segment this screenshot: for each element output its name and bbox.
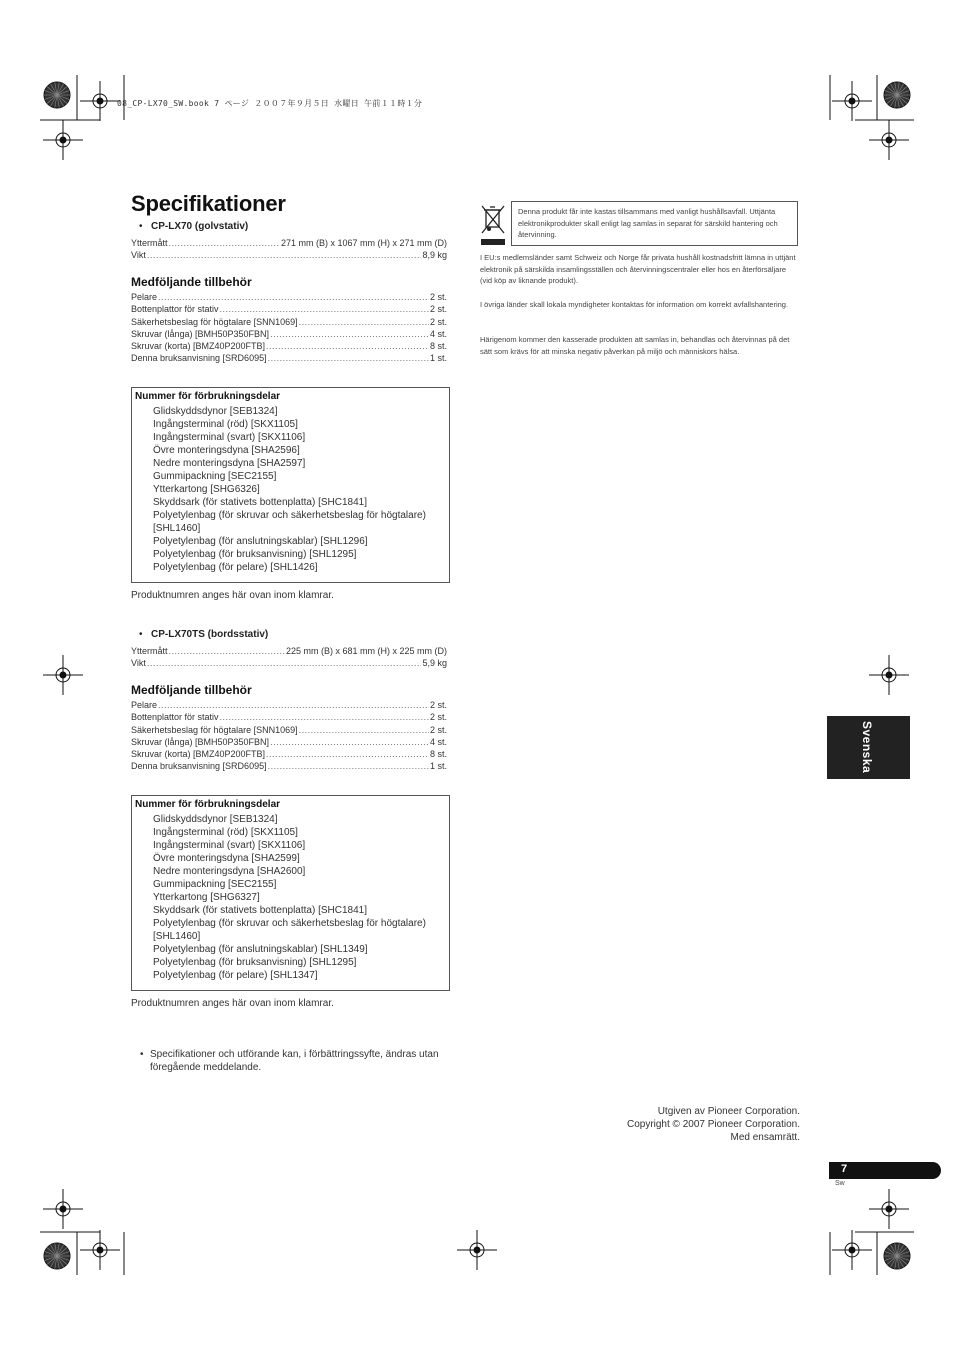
accessory-row: Bottenplattor för stativ ..... 2 st. <box>131 303 447 315</box>
spec-row: Yttermått ..... 271 mm (B) x 1067 mm (H) x 271 mm (D) <box>131 237 447 249</box>
part-item: Polyetylenbag (för anslutningskablar) [SHL1296] <box>153 536 368 547</box>
parts-note-2: Produktnumren anges här ovan inom klamrar. <box>131 998 334 1009</box>
part-item: Polyetylenbag (för skruvar och säkerhetsbeslag för högtalare) <box>153 510 426 521</box>
page-number: 7 <box>829 1162 941 1179</box>
accessories-heading-2: Medföljande tillbehör <box>131 683 252 697</box>
model-heading-2: • CP-LX70TS (bordsstativ) <box>151 629 268 640</box>
rights-line: Med ensamrätt. <box>730 1132 800 1143</box>
part-item: Ytterkartong [SHG6326] <box>153 484 260 495</box>
part-item: Skyddsark (för stativets bottenplatta) [SHC1841] <box>153 905 367 916</box>
parts-box-title: Nummer för förbrukningsdelar <box>135 799 281 810</box>
accessory-row: Skruvar (långa) [BMH50P350FBN] ..... 4 st. <box>131 736 447 748</box>
accessory-row: Säkerhetsbeslag för högtalare [SNN1069] ..... 2 st. <box>131 316 447 328</box>
spec-rows-2 <box>131 645 447 670</box>
accessory-row: Säkerhetsbeslag för högtalare [SNN1069] ..... 2 st. <box>131 724 447 736</box>
accessory-row: Denna bruksanvisning [SRD6095] ..... 1 st. <box>131 352 447 364</box>
parts-note-1: Produktnumren anges här ovan inom klamrar. <box>131 590 334 601</box>
part-item: Polyetylenbag (för bruksanvisning) [SHL1295] <box>153 549 357 560</box>
part-item: Polyetylenbag (för pelare) [SHL1426] <box>153 562 318 573</box>
part-item: Ytterkartong [SHG6327] <box>153 892 260 903</box>
accessories-heading-1: Medföljande tillbehör <box>131 275 252 289</box>
copyright-line: Copyright © 2007 Pioneer Corporation. <box>626 1119 800 1130</box>
part-item: Ingångsterminal (röd) [SKX1105] <box>153 827 298 838</box>
part-item: Glidskyddsdynor [SEB1324] <box>153 406 278 417</box>
parts-box-2 <box>131 795 450 991</box>
change-notice: • Specifikationer och utförande kan, i förbättringssyfte, ändras utan föregående meddelande. <box>150 1048 450 1074</box>
part-item: Ingångsterminal (svart) [SKX1106] <box>153 432 306 443</box>
spec-row: Yttermått ..... 225 mm (B) x 681 mm (H) x 225 mm (D) <box>131 645 447 657</box>
accessory-row: Skruvar (långa) [BMH50P350FBN] ..... 4 st. <box>131 328 447 340</box>
part-item: Skyddsark (för stativets bottenplatta) [SHC1841] <box>153 497 367 508</box>
accessory-row: Skruvar (korta) [BMZ40P200FTB] ..... 8 st. <box>131 748 447 760</box>
weee-paragraph-3: Härigenom kommer den kasserade produkten att samlas in, behandlas och återvinnas på det sätt som krävs för att minska negativ påverkan på miljö och människors hälsa. <box>480 335 790 356</box>
weee-box-text: Denna produkt får inte kastas tillsammans med vanligt hushållsavfall. Uttjänta elektronikprodukter skall enligt lag samlas in separat för särskild hantering och återvinning. <box>511 201 798 246</box>
part-item: Polyetylenbag (för pelare) [SHL1347] <box>153 970 318 981</box>
publisher-info <box>627 1105 800 1144</box>
part-item: [SHL1460] <box>153 523 201 534</box>
part-item: [SHL1460] <box>153 931 201 942</box>
spec-row: Vikt ..... 5,9 kg <box>131 657 447 669</box>
crossed-out-wheelie-bin-icon <box>480 203 506 247</box>
spec-row: Vikt ..... 8,9 kg <box>131 249 447 261</box>
part-item: Nedre monteringsdyna [SHA2597] <box>153 458 306 469</box>
publisher-line: Utgiven av Pioneer Corporation. <box>657 1106 800 1117</box>
part-item: Polyetylenbag (för bruksanvisning) [SHL1295] <box>153 957 357 968</box>
part-item: Glidskyddsdynor [SEB1324] <box>153 814 278 825</box>
model-heading-1: • CP-LX70 (golvstativ) <box>151 221 248 232</box>
print-header: 08_CP-LX70_SW.book 7 ページ ２００７年９月５日 水曜日 午前１１時１分 <box>117 99 423 108</box>
parts-box-title: Nummer för förbrukningsdelar <box>135 391 281 402</box>
weee-paragraph-1: I EU:s medlemsländer samt Schweiz och Norge får privata hushåll kostnadsfritt lämna in uttjänt elektronik på särskilda insamlingsställen och återvinningscentraler eller hos en återförsäljare (vid köp av liknande produkt). <box>480 253 796 286</box>
part-item: Övre monteringsdyna [SHA2599] <box>153 853 300 864</box>
part-item: Nedre monteringsdyna [SHA2600] <box>153 866 306 877</box>
accessory-row: Bottenplattor för stativ ..... 2 st. <box>131 711 447 723</box>
accessory-row: Skruvar (korta) [BMZ40P200FTB] ..... 8 st. <box>131 340 447 352</box>
accessory-row: Pelare ..... 2 st. <box>131 291 447 303</box>
page-language: Sw <box>835 1180 845 1187</box>
page-title: Specifikationer <box>131 191 286 216</box>
spec-rows-1 <box>131 237 447 262</box>
accessory-row: Pelare ..... 2 st. <box>131 699 447 711</box>
part-item: Polyetylenbag (för skruvar och säkerhetsbeslag för högtalare) <box>153 918 426 929</box>
accessory-rows-2 <box>131 699 447 773</box>
language-tab: Svenska <box>827 716 910 779</box>
part-item: Ingångsterminal (svart) [SKX1106] <box>153 840 306 851</box>
part-item: Ingångsterminal (röd) [SKX1105] <box>153 419 298 430</box>
parts-box-1 <box>131 387 450 583</box>
part-item: Gummipackning [SEC2155] <box>153 471 277 482</box>
part-item: Gummipackning [SEC2155] <box>153 879 277 890</box>
weee-paragraph-2: I övriga länder skall lokala myndigheter kontaktas för information om korrekt avfallshantering. <box>480 300 789 309</box>
accessory-rows-1 <box>131 291 447 365</box>
part-item: Polyetylenbag (för anslutningskablar) [SHL1349] <box>153 944 368 955</box>
accessory-row: Denna bruksanvisning [SRD6095] ..... 1 st. <box>131 760 447 772</box>
part-item: Övre monteringsdyna [SHA2596] <box>153 445 300 456</box>
